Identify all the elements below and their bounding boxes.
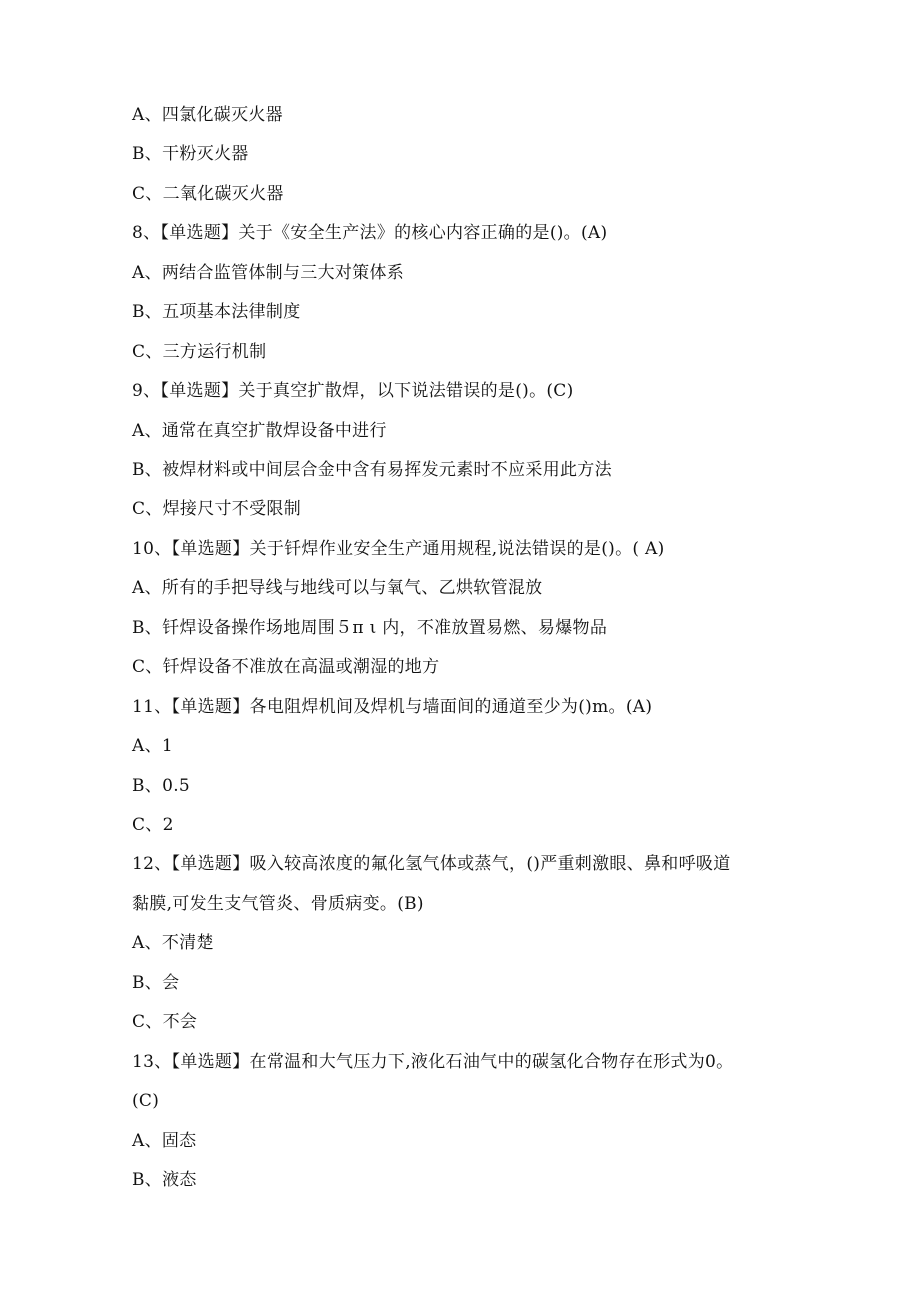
option-b-q11: B、0.5 <box>132 776 191 796</box>
option-a-q13: A、固态 <box>132 1131 197 1151</box>
option-c-q8: C、三方运行机制 <box>132 342 267 362</box>
option-b-q10: B、钎焊设备操作场地周围５π ι 内，不准放置易燃、易爆物品 <box>132 618 608 638</box>
option-b-q9: B、被焊材料或中间层合金中含有易挥发元素时不应采用此方法 <box>132 460 612 480</box>
question-12: 12、【单选题】吸入较高浓度的氟化氢气体或蒸气，()严重刺激眼、鼻和呼吸道 <box>132 854 731 874</box>
option-c-q10: C、钎焊设备不准放在高温或潮湿的地方 <box>132 657 440 677</box>
question-12-continued: 黏膜,可发生支气管炎、骨质病变。(B) <box>132 894 424 914</box>
option-a-q9: A、通常在真空扩散焊设备中进行 <box>132 421 387 441</box>
question-11: 11、【单选题】各电阻焊机间及焊机与墙面间的通道至少为()m。(A) <box>132 697 653 717</box>
question-8: 8、【单选题】关于《安全生产法》的核心内容正确的是()。(A) <box>132 223 608 243</box>
option-b-q7: B、干粉灭火器 <box>132 144 249 164</box>
question-9: 9、【单选题】关于真空扩散焊，以下说法错误的是()。(C) <box>132 381 574 401</box>
option-b-q8: B、五项基本法律制度 <box>132 302 301 322</box>
question-13: 13、【单选题】在常温和大气压力下,液化石油气中的碳氢化合物存在形式为0。 <box>132 1052 734 1072</box>
option-a-q8: A、两结合监管体制与三大对策体系 <box>132 263 405 283</box>
question-10: 10、【单选题】关于钎焊作业安全生产通用规程,说法错误的是()。( A) <box>132 539 665 559</box>
option-c-q7: C、二氧化碳灭火器 <box>132 184 284 204</box>
option-a-q11: A、1 <box>132 736 173 756</box>
option-c-q9: C、焊接尺寸不受限制 <box>132 499 302 519</box>
option-a-q7: A、四氯化碳灭火器 <box>132 105 283 125</box>
option-c-q11: C、2 <box>132 815 174 835</box>
option-b-q12: B、会 <box>132 973 180 993</box>
option-a-q10: A、所有的手把导线与地线可以与氧气、乙烘软管混放 <box>132 578 543 598</box>
option-a-q12: A、不清楚 <box>132 933 214 953</box>
option-c-q12: C、不会 <box>132 1012 198 1032</box>
option-b-q13: B、液态 <box>132 1170 197 1190</box>
question-13-answer: (C) <box>132 1091 160 1111</box>
